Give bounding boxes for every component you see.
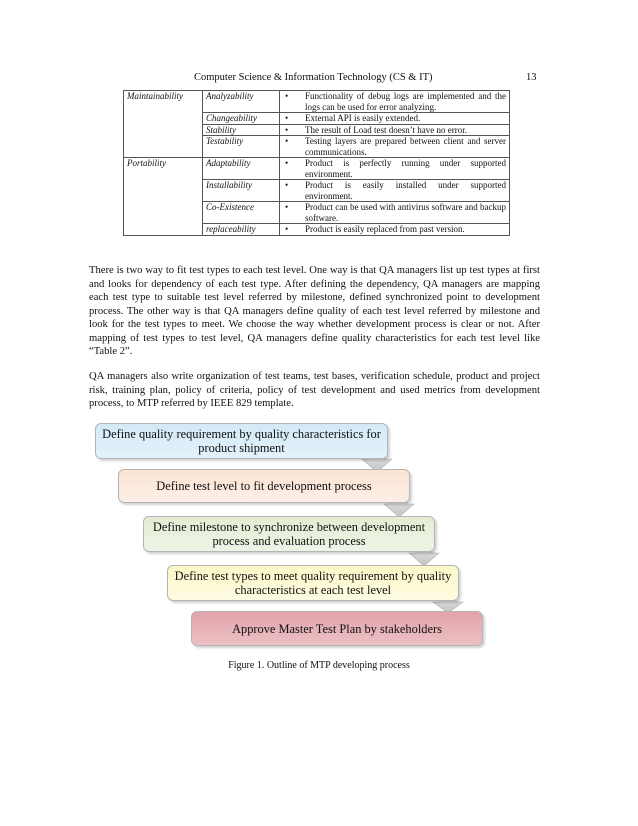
body-paragraph-2: QA managers also write organization of test teams, test bases, verification schedule, product and project risk, training plan, policy of criteria, policy of test development and used metrics from development process, to MTP referred by IEEE 829 template. [89, 371, 540, 409]
subcharacteristic-cell: replaceability [203, 224, 280, 236]
bullet-icon: • [285, 224, 289, 234]
bullet-icon: • [285, 158, 289, 168]
detail-text: Product is perfectly running under supported environment. [305, 158, 506, 179]
detail-text: Product is easily replaced from past version. [305, 224, 465, 234]
process-step-3: Define milestone to synchronize between development process and evaluation process [143, 516, 435, 552]
bullet-icon: • [285, 180, 289, 190]
category-cell: Portability [124, 158, 203, 236]
subcharacteristic-cell: Co-Existence [203, 202, 280, 224]
figure-caption: Figure 1. Outline of MTP developing process [228, 660, 410, 671]
category-cell: Maintainability [124, 91, 203, 158]
subcharacteristic-cell: Testability [203, 136, 280, 158]
bullet-icon: • [285, 136, 289, 146]
subcharacteristic-cell: Changeability [203, 113, 280, 125]
subcharacteristic-cell: Adaptability [203, 158, 280, 180]
detail-text: Product can be used with antivirus software and backup software. [305, 202, 506, 223]
body-paragraph-1: There is two way to fit test types to each test level. One way is that QA managers list up test types at first and looks for dependency of each test type. After defining the dependency, QA managers are mapping each test type to suitable test level referred by milestone, defined synchronized point to development process. The other way is that QA managers define quality of each test level referred by milestone and look for the test types to meet. We choose the way whether development process is clear or not. After mapping of test types to test level, QA managers define quality characteristics for each test level like “Table 2”. [89, 265, 540, 357]
process-step-2: Define test level to fit development process [118, 469, 410, 503]
journal-title: Computer Science & Information Technology (CS & IT) [194, 72, 433, 83]
bullet-icon: • [285, 113, 289, 123]
bullet-icon: • [285, 124, 289, 135]
bullet-icon: • [285, 91, 289, 101]
page-number: 13 [526, 72, 537, 83]
detail-text: The result of Load test doesn’t have no error. [305, 124, 468, 135]
bullet-icon: • [285, 202, 289, 212]
subcharacteristic-cell: Installability [203, 180, 280, 202]
detail-text: Functionality of debug logs are implemented and the logs can be used for error analyzing. [305, 91, 506, 112]
subcharacteristic-cell: Analyzability [203, 91, 280, 113]
detail-text: Product is easily installed under supported environment. [305, 180, 506, 201]
process-step-5: Approve Master Test Plan by stakeholders [191, 611, 483, 646]
process-step-4: Define test types to meet quality requirement by quality characteristics at each test level [167, 565, 459, 601]
process-step-1: Define quality requirement by quality characteristics for product shipment [95, 423, 388, 459]
detail-text: External API is easily extended. [305, 113, 421, 123]
subcharacteristic-cell: Stability [203, 124, 280, 136]
detail-text: Testing layers are prepared between client and server communications. [305, 136, 506, 157]
